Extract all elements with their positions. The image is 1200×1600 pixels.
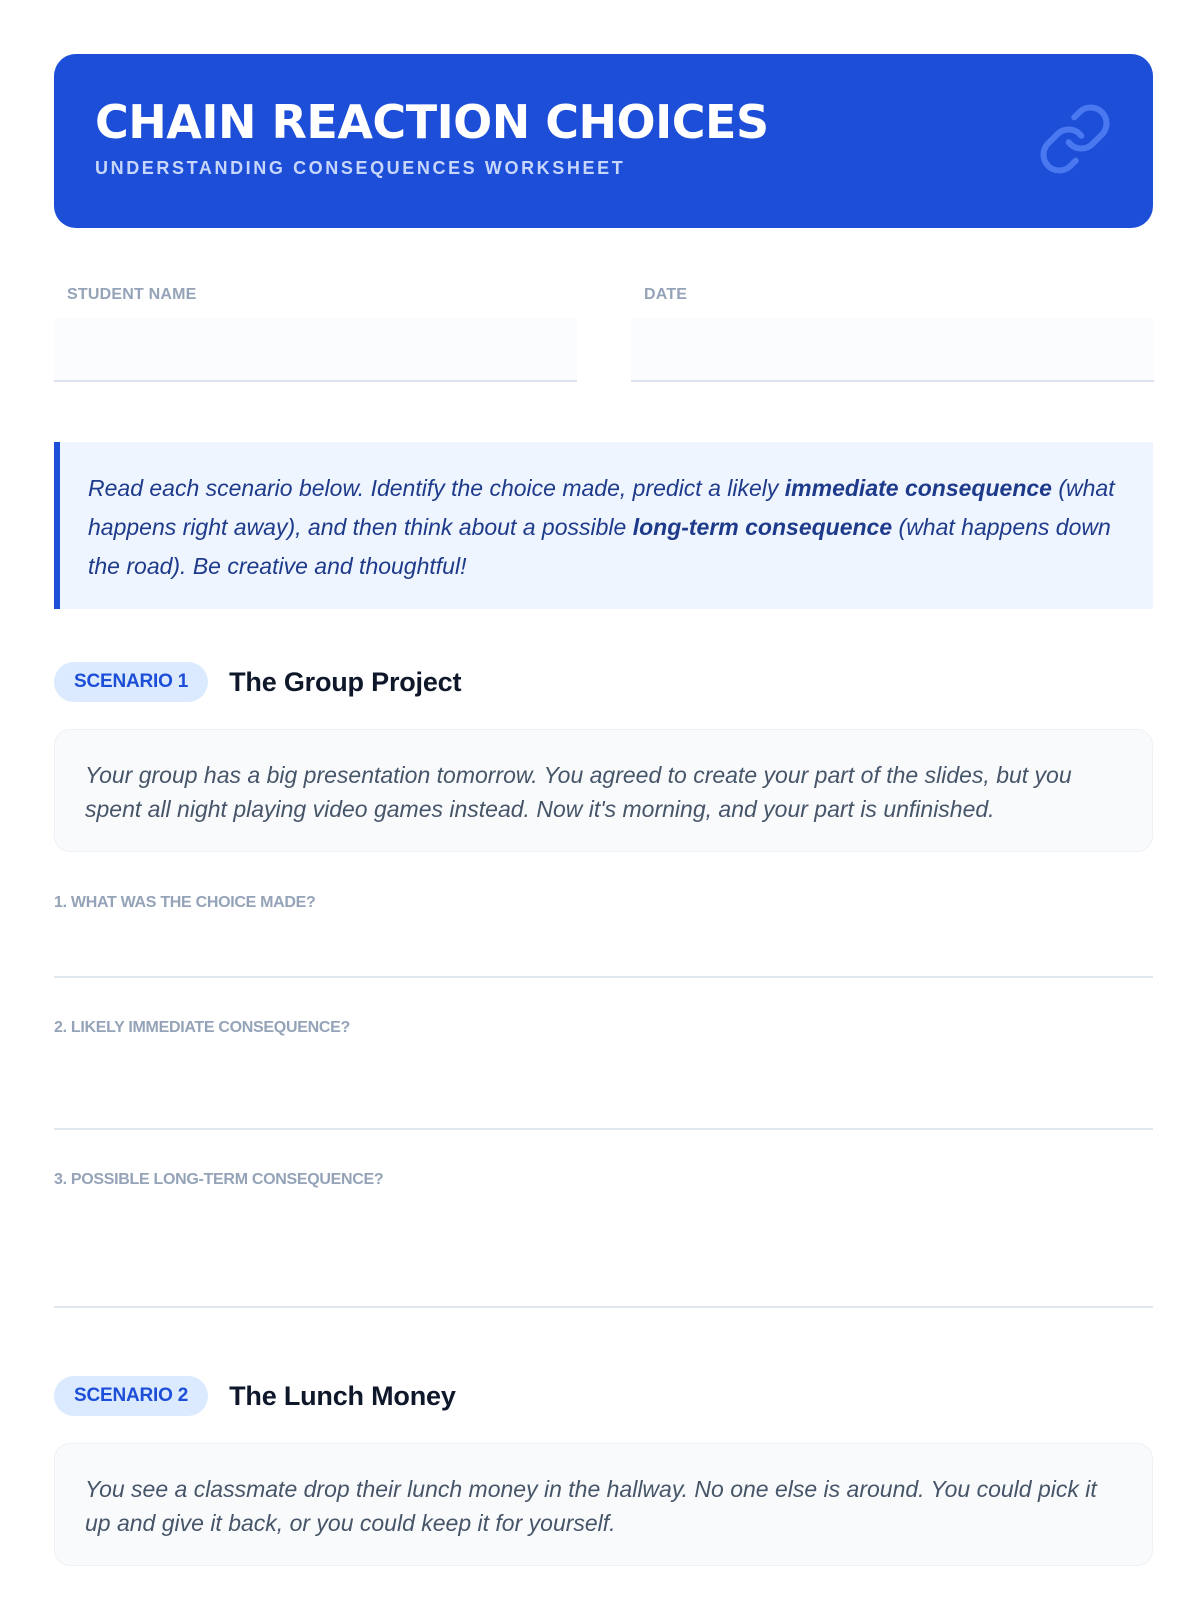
question-immediate-consequence[interactable] xyxy=(54,1018,1153,1130)
link-icon xyxy=(1037,101,1113,177)
worksheet-page xyxy=(54,54,1153,1566)
student-info-fields xyxy=(54,284,1153,404)
page-title: CHAIN REACTION CHOICES xyxy=(95,95,769,149)
date-label: DATE xyxy=(644,286,688,303)
question-label: 1. WHAT WAS THE CHOICE MADE? xyxy=(54,894,316,911)
scenario-badge: SCENARIO 2 xyxy=(54,1376,208,1416)
instructions-text-3: (what happens down the road). Be creative and thoughtful! xyxy=(88,514,1111,579)
instructions-bold-immediate: immediate consequence xyxy=(784,475,1052,501)
instructions-text-2: (what happens right away), and then think about a possible xyxy=(88,475,1115,540)
page-subtitle: UNDERSTANDING CONSEQUENCES WORKSHEET xyxy=(95,158,626,178)
scenario-2 xyxy=(54,1376,1153,1566)
scenario-header xyxy=(54,662,1153,702)
scenario-title: The Group Project xyxy=(229,666,462,697)
student-name-input[interactable] xyxy=(54,318,577,382)
scenario-header xyxy=(54,1376,1153,1416)
header-banner xyxy=(54,54,1153,228)
instructions-box xyxy=(54,442,1153,609)
scenario-description: Your group has a big presentation tomorrow. You agreed to create your part of the slides, but you spent all night playing video games instead. Now it's morning, and your part is unfinished. xyxy=(54,729,1153,852)
date-input[interactable] xyxy=(631,318,1154,382)
instructions-bold-long-term: long-term consequence xyxy=(632,514,893,540)
question-label: 2. LIKELY IMMEDIATE CONSEQUENCE? xyxy=(54,1019,350,1036)
question-label: 3. POSSIBLE LONG-TERM CONSEQUENCE? xyxy=(54,1171,384,1188)
scenario-description: You see a classmate drop their lunch money in the hallway. No one else is around. You could pick it up and give it back, or you could keep it for yourself. xyxy=(54,1443,1153,1566)
student-name-group xyxy=(54,284,577,382)
scenario-1 xyxy=(54,662,1153,1308)
question-choice[interactable] xyxy=(54,893,1153,978)
scenario-badge: SCENARIO 1 xyxy=(54,662,208,702)
question-long-term-consequence[interactable] xyxy=(54,1170,1153,1308)
instructions-text-1: Read each scenario below. Identify the choice made, predict a likely xyxy=(88,475,785,501)
date-group xyxy=(631,284,1154,382)
scenario-title: The Lunch Money xyxy=(229,1380,456,1411)
student-name-label: STUDENT NAME xyxy=(67,286,197,303)
